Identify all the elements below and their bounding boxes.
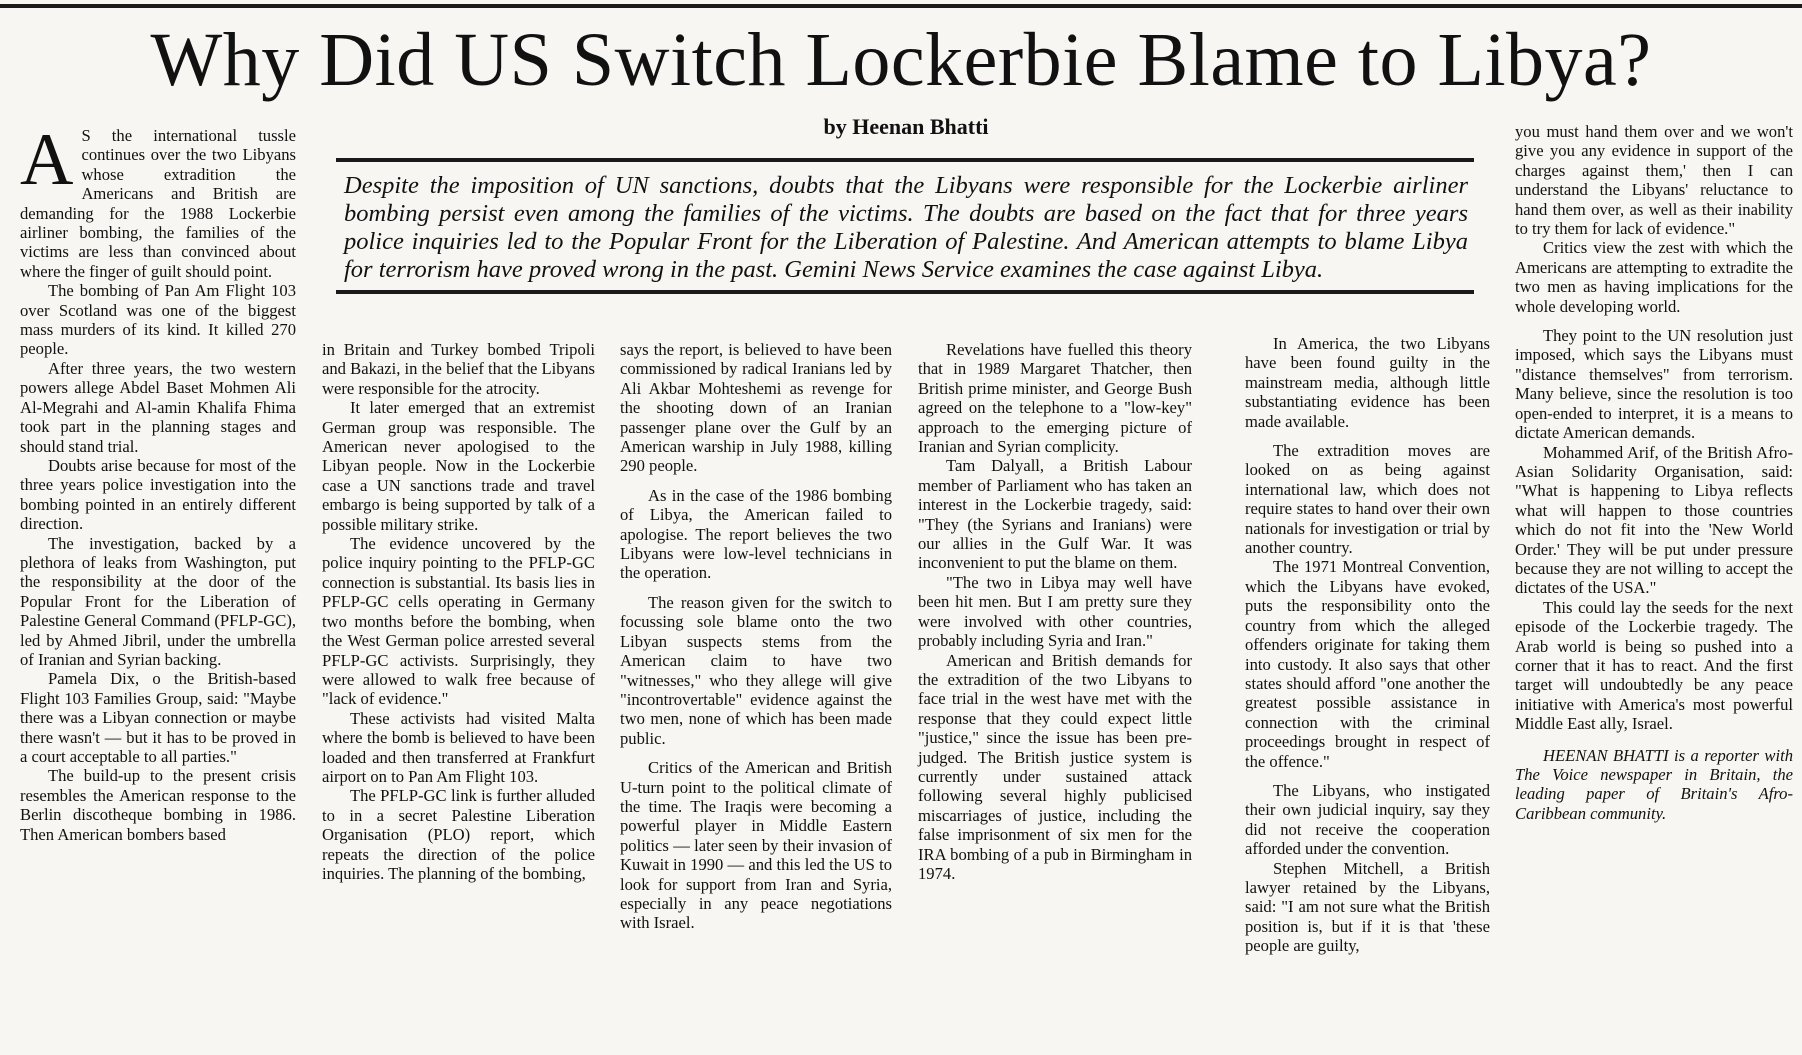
paragraph: The bombing of Pan Am Flight 103 over Scotland was one of the biggest mass murders of its kind. It killed 270 people. xyxy=(20,281,296,359)
column-2 xyxy=(322,340,595,883)
paragraph: The extradition moves are looked on as being against international law, which does not require states to hand over their own nationals for investigation or trial by another country. xyxy=(1245,441,1490,558)
column-5 xyxy=(1245,334,1490,956)
paragraph: The investigation, backed by a plethora of leaks from Washington, put the responsibility at the door of the Popular Front for the Liberation of Palestine General Command (PFLP-GC), led by Ahmed Jibril, under the umbrella of Iranian and Syrian backing. xyxy=(20,533,296,669)
paragraph: The PFLP-GC link is further alluded to in a secret Palestine Liberation Organisation (PLO) report, which repeats the direction of the police inquiries. The planning of the bombing, xyxy=(322,786,595,883)
paragraph: Critics view the zest with which the Americans are attempting to extradite the two men as having implications for the whole developing world. xyxy=(1515,238,1793,316)
top-rule xyxy=(0,4,1802,8)
paragraph: in Britain and Turkey bombed Tripoli and Bakazi, in the belief that the Libyans were responsible for the atrocity. xyxy=(322,340,595,398)
drop-cap: A xyxy=(20,119,74,201)
paragraph: In America, the two Libyans have been found guilty in the mainstream media, although little substantiating evidence has been made available. xyxy=(1245,334,1490,431)
paragraph: The evidence uncovered by the police inquiry pointing to the PFLP-GC connection is substantial. Its basis lies in PFLP-GC cells operating in Germany two months before the bombing, when the West German police arrested several PFLP-GC activists. Surprisingly, they were allowed to walk free because of "lack of evidence." xyxy=(322,534,595,709)
column-4 xyxy=(918,340,1192,883)
author-bio: HEENAN BHATTI is a reporter with The Voice newspaper in Britain, the leading paper of Britain's Afro-Caribbean community. xyxy=(1515,745,1793,823)
standfirst: Despite the imposition of UN sanctions, doubts that the Libyans were responsible for the Lockerbie airliner bombing persist even among the families of the victims. The doubts are based on the fact that for three years police inquiries led to the Popular Front for the Liberation of Palestine. And American attempts to blame Libya for terrorism have proved wrong in the past. Gemini News Service examines the case against Libya. xyxy=(336,158,1474,294)
headline: Why Did US Switch Lockerbie Blame to Libya? xyxy=(150,18,1652,102)
paragraph: The reason given for the switch to focussing sole blame onto the two Libyan suspects stems from the American claim to have two "witnesses," who they allege will give "incontrovertable" evidence against the two men, none of which has been made public. xyxy=(620,592,892,748)
paragraph: says the report, is believed to have been commissioned by radical Iranians led by Ali Akbar Mohteshemi as revenge for the shooting down of an Iranian passenger plane over the Gulf by an American warship in July 1988, killing 290 people. xyxy=(620,340,892,476)
paragraph: Tam Dalyall, a British Labour member of Parliament who has taken an interest in the Lockerbie tragedy, said: "They (the Syrians and Iranians) were our allies in the Gulf War. It was inconvenient to put the blame on them. xyxy=(918,456,1192,573)
paragraph: The build-up to the present crisis resembles the American response to the Berlin discotheque bombing in 1986. Then American bombers based xyxy=(20,766,296,844)
paragraph: American and British demands for the extradition of the two Libyans to face trial in the west have met with the response that they could expect little "justice," since the issue has been pre-judged. The British justice system is currently under sustained attack following several highly publicised miscarriages of justice, including the false imprisonment of six men for the IRA bombing of a pub in Birmingham in 1974. xyxy=(918,650,1192,883)
byline: by Heenan Bhatti xyxy=(823,114,989,139)
paragraph: As in the case of the 1986 bombing of Libya, the American failed to apologise. The report believes the two Libyans were low-level technicians in the operation. xyxy=(620,485,892,583)
paragraph: "The two in Libya may well have been hit men. But I am pretty sure they were involved with other countries, probably including Syria and Iran." xyxy=(918,572,1192,651)
paragraph: you must hand them over and we won't give you any evidence in support of the charges against them,' then I can understand the Libyans' reluctance to hand them over, as well as their inability to try them for lack of evidence." xyxy=(1515,122,1793,239)
lead-text: S the international tussle continues over the two Libyans whose extradition the Americans and British are demanding for the 1988 Lockerbie airliner bombing, the families of the victims are less than convinced about where the finger of guilt should point. xyxy=(20,126,296,281)
paragraph: Pamela Dix, o the British-based Flight 103 Families Group, said: "Maybe there was a Libyan connection or maybe there wasn't — but it has to be proved in a court acceptable to all parties." xyxy=(20,669,296,766)
paragraph: These activists had visited Malta where the bomb is believed to have been loaded and then transferred at Frankfurt airport on to Pan Am Flight 103. xyxy=(322,708,595,786)
column-1 xyxy=(20,119,296,844)
column-6 xyxy=(1515,122,1793,823)
paragraph: Doubts arise because for most of the three years police investigation into the bombing pointed in an entirely different direction. xyxy=(20,455,296,534)
paragraph: Stephen Mitchell, a British lawyer retained by the Libyans, said: "I am not sure what the British position is, but if it is that 'these people are guilty, xyxy=(1245,858,1490,956)
paragraph xyxy=(20,119,296,281)
paragraph: The 1971 Montreal Convention, which the Libyans have evoked, puts the responsibility onto the country from which the alleged offenders originate for taking them into custody. It also says that other states should afford "one another the greatest possible assistance in connection with the criminal proceedings brought in respect of the offence." xyxy=(1245,557,1490,771)
paragraph: They point to the UN resolution just imposed, which says the Libyans must "distance themselves" from terrorism. Many believe, since the resolution is too open-ended to interpret, it is a means to dictate American demands. xyxy=(1515,326,1793,443)
paragraph: Revelations have fuelled this theory that in 1989 Margaret Thatcher, then British prime minister, and George Bush agreed on the telephone to a "low-key" approach to the emerging picture of Iranian and Syrian complicity. xyxy=(918,340,1192,457)
paragraph: After three years, the two western powers allege Abdel Baset Mohmen Ali Al-Megrahi and Al-amin Khalifa Fhima took part in the planning stages and should stand trial. xyxy=(20,358,296,456)
column-3 xyxy=(620,340,892,933)
paragraph: Critics of the American and British U-turn point to the political climate of the time. The Iraqis were becoming a powerful player in Middle Eastern politics — later seen by their invasion of Kuwait in 1990 — and this led the US to look for support from Iran and Syria, especially in any peace negotiations with Israel. xyxy=(620,758,892,933)
paragraph: It later emerged that an extremist German group was responsible. The American never apologised to the Libyan people. Now in the Lockerbie case a UN sanctions trade and travel embargo is being supported by talk of a possible military strike. xyxy=(322,398,595,534)
paragraph: Mohammed Arif, of the British Afro-Asian Solidarity Organisation, said: "What is happening to Libya reflects what will happen to those countries which do not fit into the 'New World Order.' They will be put under pressure because they are not willing to accept the dictates of the USA." xyxy=(1515,442,1793,598)
paragraph: The Libyans, who instigated their own judicial inquiry, say they did not receive the cooperation afforded under the convention. xyxy=(1245,780,1490,859)
paragraph: This could lay the seeds for the next episode of the Lockerbie tragedy. The Arab world is being so pushed into a corner that it has to react. And the first target will undoubtedly be any peace initiative with America's most powerful Middle East ally, Israel. xyxy=(1515,597,1793,734)
